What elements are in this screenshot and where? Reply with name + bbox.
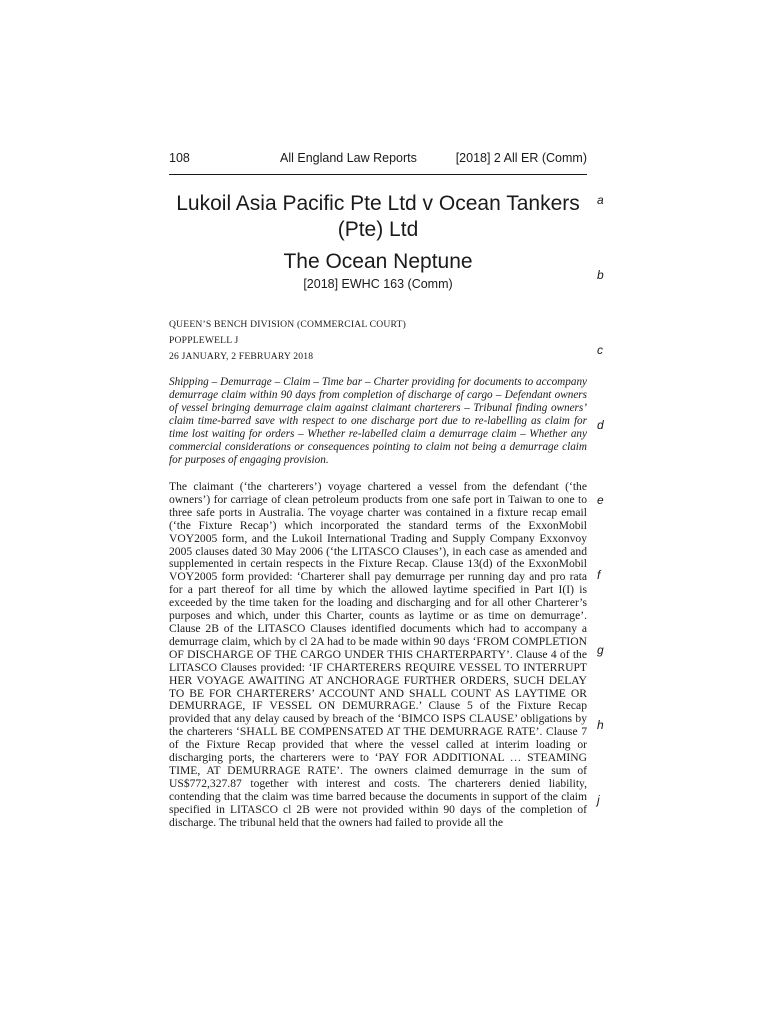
catchwords: Shipping – Demurrage – Claim – Time bar – Charter providing for documents to accompany demurrage claim within 90 days from completion of discharge of cargo – Defendant owners of vessel bringing demurrage claim against claimant charterers – Tribunal finding owners’ claim time-barred save with respect to one discharge port due to re-labelling as claim for time lost waiting for orders – Whether re-labelled claim a demurrage claim – Whether any commercial considerations or consequences pointing to claim not being a demurrage claim for purposes of engaging provision. — [169, 376, 587, 466]
neutral-citation: [2018] EWHC 163 (Comm) — [303, 277, 453, 291]
margin-letter-h: h — [597, 718, 604, 732]
report-name: All England Law Reports — [280, 151, 417, 165]
margin-letter-b: b — [597, 268, 604, 282]
margin-letter-a: a — [597, 193, 604, 207]
margin-letter-f: f — [597, 568, 601, 582]
margin-letter-e: e — [597, 493, 604, 507]
headnote-paragraph: The claimant (‘the charterers’) voyage chartered a vessel from the defendant (‘the owners’) for carriage of clean petroleum products from one safe port in Taiwan to one to three safe ports in Australia. The voyage charter was contained in a fixture recap email (‘the Fixture Recap’) which incorporated the standard terms of the ExxonMobil VOY2005 form, and the Lukoil International Trading and Supply Company Exxonvoy 2005 clauses dated 30 May 2006 (‘the LITASCO Clauses’), in each case as amended and supplemented in certain respects in the Fixture Recap. Clause 13(d) of the ExxonMobil VOY2005 form provided: ‘Charterer shall pay demurrage per running day and pro rata for a part thereof for all time by which the allowed laytime specified in Part I(I) is exceeded by the time taken for the loading and discharging and for all other Charterer’s purposes and which, under this Charter, counts as laytime or as time on demurrage’. Clause 2B of the LITASCO Clauses identified documents which had to accompany a demurrage claim, which by cl 2A had to be made within 90 days ‘FROM COMPLETION OF DISCHARGE OF THE CARGO UNDER THIS CHARTERPARTY’. Clause 4 of the LITASCO Clauses provided: ‘IF CHARTERERS REQUIRE VESSEL TO INTERRUPT HER VOYAGE AWAITING AT ANCHORAGE FURTHER ORDERS, SUCH DELAY TO BE FOR CHARTERERS’ ACCOUNT AND SHALL COUNT AS LAYTIME OR DEMURRAGE, IF VESSEL ON DEMURRAGE.’ Clause 5 of the Fixture Recap provided that any delay caused by breach of the ‘BIMCO ISPS CLAUSE’ obligations by the charterers ‘SHALL BE COMPENSATED AT THE DEMURRAGE RATE’. Clause 7 of the Fixture Recap provided that where the vessel called at interim loading or discharging ports, the charterers were to ‘PAY FOR ADDITIONAL … STEAMING TIME, AT DEMURRAGE RATE’. The owners claimed demurrage in the sum of US$772,327.87 together with interest and costs. The charterers denied liability, contending that the claim was time barred because the documents in support of the claim specified in LITASCO cl 2B were not provided within 90 days of the completion of discharge. The tribunal held that the owners had failed to provide all the — [169, 480, 587, 829]
page-number: 108 — [169, 151, 190, 165]
ship-name: The Ocean Neptune — [283, 250, 473, 273]
case-title: Lukoil Asia Pacific Pte Ltd v Ocean Tankers (Pte) Ltd — [176, 192, 580, 241]
court-name: QUEEN’S BENCH DIVISION (COMMERCIAL COURT) — [169, 319, 406, 330]
margin-letter-d: d — [597, 418, 604, 432]
margin-letter-c: c — [597, 343, 603, 357]
judge-name: POPPLEWELL J — [169, 335, 239, 346]
margin-letter-g: g — [597, 643, 604, 657]
report-citation: [2018] 2 All ER (Comm) — [455, 151, 587, 165]
hearing-dates: 26 JANUARY, 2 FEBRUARY 2018 — [169, 351, 314, 362]
header-rule — [169, 174, 587, 175]
margin-letter-j: j — [597, 793, 600, 807]
